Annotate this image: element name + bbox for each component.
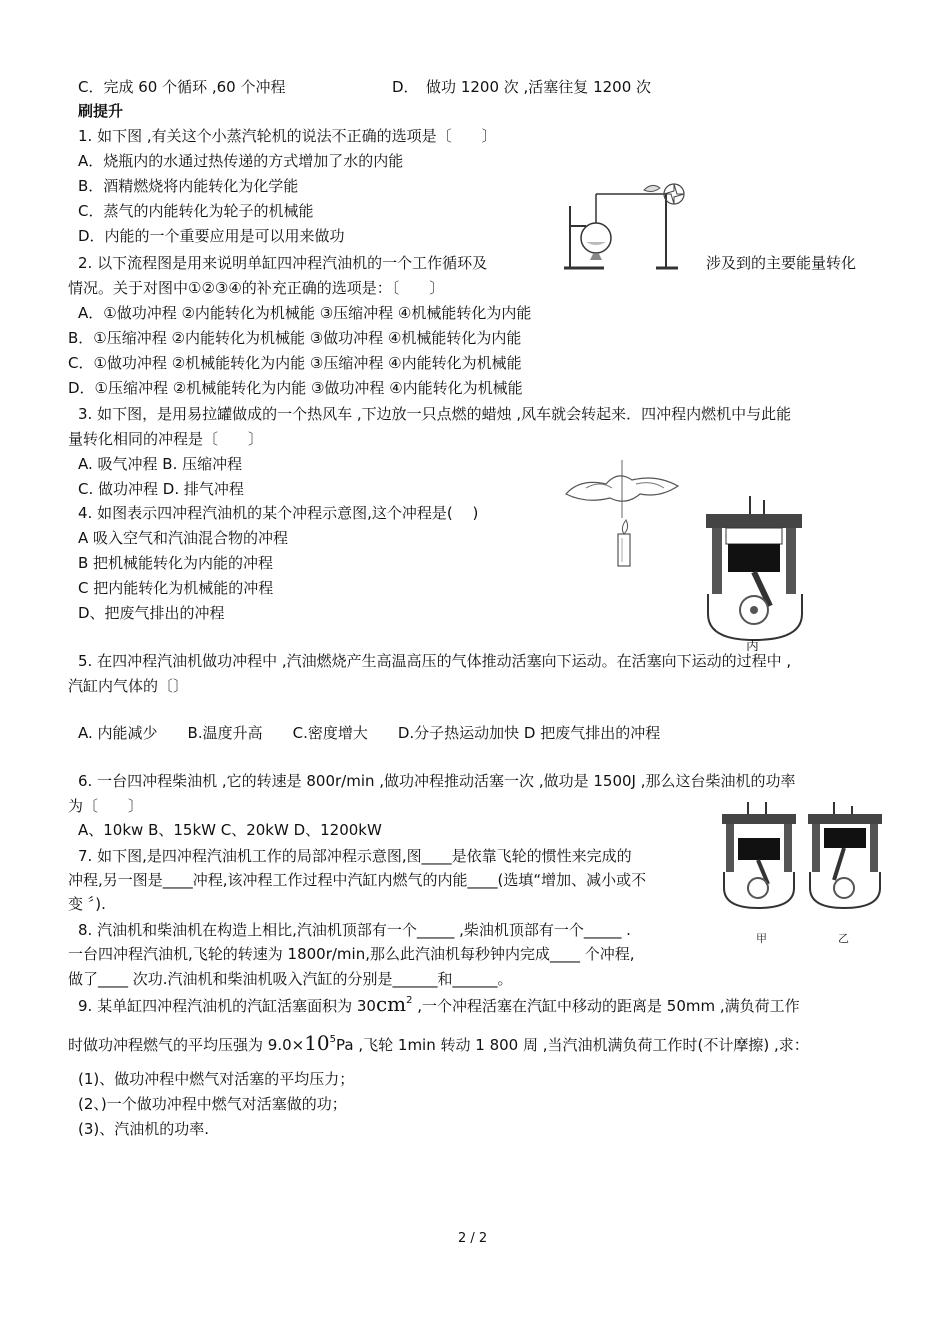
q7-line1: 7. 如下图,是四冲程汽油机工作的局部冲程示意图,图____是依靠飞轮的惯性来完成的 <box>78 847 632 865</box>
q8-line2: 一台四冲程汽油机,飞轮的转速为 1800r/min,那么此汽油机每秒钟内完成____ 个冲程, <box>68 945 635 963</box>
page-number: 2 / 2 <box>458 1231 488 1246</box>
q2-stem-line2: 情况。关于对图中①②③④的补充正确的选项是：〔 〕 <box>68 279 445 297</box>
q9-sub-1: (1)、做功冲程中燃气对活塞的平均压力； <box>78 1070 355 1088</box>
engine-label-yi: 乙 <box>838 932 849 945</box>
engine-label-jia: 甲 <box>756 932 767 945</box>
engine-figure-bing <box>702 494 810 642</box>
q9-line2-b: Pa ,飞轮 1min 转动 1 800 周 ,当汽油机满负荷工作时(不计摩擦) ,求： <box>336 1036 809 1054</box>
q9-line2-a: 时做功冲程燃气的平均压强为 9.0× <box>68 1036 305 1054</box>
q4-option-b: B 把机械能转化为内能的冲程 <box>78 554 274 572</box>
q1-option-a: A．烧瓶内的水通过热传递的方式增加了水的内能 <box>78 152 404 170</box>
q9-line1-b: ,一个冲程活塞在汽缸中移动的距离是 50mm ,满负荷工作 <box>412 997 800 1015</box>
prev-option-c: C．完成 60 个循环 ,60 个冲程 <box>78 78 286 96</box>
q1-option-c: C．蒸气的内能转化为轮子的机械能 <box>78 202 314 220</box>
q9-area-unit: cm <box>375 992 407 1016</box>
q2-option-c: C．①做功冲程 ②机械能转化为内能 ③压缩冲程 ④内能转化为机械能 <box>68 354 522 372</box>
q9-line1 <box>78 993 800 1020</box>
prev-option-d: D． 做功 1200 次 ,活塞往复 1200 次 <box>392 78 652 96</box>
q5-stem-line2: 汽缸内气体的〔〕 <box>68 677 189 695</box>
q3-options-row2: C. 做功冲程 D. 排气冲程 <box>78 480 244 498</box>
q8-line1: 8. 汽油机和柴油机在构造上相比,汽油机顶部有一个_____ ,柴油机顶部有一个_____ . <box>78 921 631 939</box>
q8-line3: 做了____ 次功.汽油机和柴油机吸入汽缸的分别是______和______。 <box>68 970 513 988</box>
q2-option-b: B．①压缩冲程 ②内能转化为机械能 ③做功冲程 ④机械能转化为内能 <box>68 329 522 347</box>
q9-power-base: 10 <box>304 1031 330 1055</box>
q1-option-b: B．酒精燃烧将内能转化为化学能 <box>78 177 299 195</box>
q4-stem: 4. 如图表示四冲程汽油机的某个冲程示意图,这个冲程是( ) <box>78 504 479 522</box>
q4-option-d: D、把废气排出的冲程 <box>78 604 225 622</box>
q9-sub-2: (2、)一个做功冲程中燃气对活塞做的功； <box>78 1095 347 1113</box>
steam-turbine-figure <box>556 176 696 274</box>
engine-figure-label: 丙 <box>746 639 760 654</box>
q7-line2: 冲程,另一图是____冲程,该冲程工作过程中汽缸内燃气的内能____(选填“增加、减小或不 <box>68 871 647 889</box>
q7-line3: 变 〞). <box>68 895 106 913</box>
q4-option-a: A 吸入空气和汽油混合物的冲程 <box>78 529 289 547</box>
q9-line1-a: 9. 某单缸四冲程汽油机的汽缸活塞面积为 30 <box>78 997 376 1015</box>
q3-options-row1: A. 吸气冲程 B. 压缩冲程 <box>78 455 243 473</box>
q1-option-d: D．内能的一个重要应用是可以用来做功 <box>78 227 345 245</box>
q9-area-exponent: 2 <box>406 995 413 1006</box>
q9-line2 <box>68 1032 809 1059</box>
q2-option-a: A．①做功冲程 ②内能转化为机械能 ③压缩冲程 ④机械能转化为内能 <box>78 304 532 322</box>
q4-option-c: C 把内能转化为机械能的冲程 <box>78 579 274 597</box>
q9-sub-3: (3)、汽油机的功率. <box>78 1120 210 1138</box>
q9-power-exponent: 5 <box>329 1034 337 1045</box>
q2-stem-part2: 涉及到的主要能量转化 <box>706 254 857 272</box>
engine-figure-yi <box>804 800 886 912</box>
engine-figure-jia <box>718 800 800 912</box>
q1-stem: 1. 如下图 ,有关这个小蒸汽轮机的说法不正确的选项是〔 〕 <box>78 127 497 145</box>
q5-options: A. 内能减少 B.温度升高 C.密度增大 D.分子热运动加快 D 把废气排出的冲程 <box>78 724 661 742</box>
q2-stem-part1: 2. 以下流程图是用来说明单缸四冲程汽油机的一个工作循环及 <box>78 254 488 272</box>
hot-wind-wheel-figure <box>560 458 686 568</box>
q6-stem-line1: 6. 一台四冲程柴油机 ,它的转速是 800r/min ,做功冲程推动活塞一次 ,做功是 1500J ,那么这台柴油机的功率 <box>78 772 796 790</box>
q3-stem-line1: 3. 如下图，是用易拉罐做成的一个热风车 ,下边放一只点燃的蜡烛 ,风车就会转起来．四冲程内燃机中与此能 <box>78 405 792 423</box>
q2-option-d: D．①压缩冲程 ②机械能转化为内能 ③做功冲程 ④内能转化为机械能 <box>68 379 523 397</box>
q6-stem-line2: 为〔 〕 <box>68 797 144 815</box>
q5-stem-line1: 5. 在四冲程汽油机做功冲程中 ,汽油燃烧产生高温高压的气体推动活塞向下运动。在活塞向下运动的过程中 , <box>78 652 792 670</box>
q3-stem-line2: 量转化相同的冲程是〔 〕 <box>68 430 264 448</box>
section-title: 刷提升 <box>78 102 124 120</box>
q6-options: A、10kw B、15kW C、20kW D、1200kW <box>78 821 382 839</box>
